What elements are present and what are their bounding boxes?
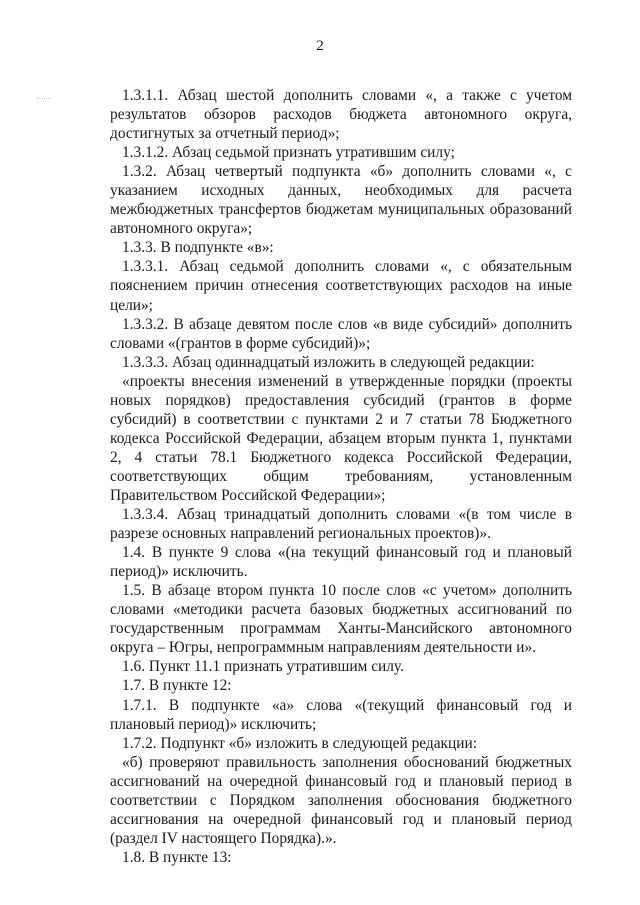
paragraph: 1.3.3.1. Абзац седьмой дополнить словами «, с обязательным пояснением причин отнесения соответствующих расходов на иные цели»;: [110, 258, 572, 314]
paragraph: 1.3.3.3. Абзац одиннадцатый изложить в следующей редакции:: [122, 353, 535, 371]
paragraph: 1.3.3. В подпункте «в»:: [122, 239, 274, 257]
paragraph: 1.8. В пункте 13:: [122, 848, 232, 866]
margin-mark: [37, 98, 51, 99]
paragraph: 1.3.1.2. Абзац седьмой признать утратившим силу;: [122, 144, 455, 162]
paragraph: «б) проверяют правильность заполнения обоснований бюджетных ассигнований на очередной финансовый год и плановый период в соответствии с Порядком заполнения обоснования бюджетного ассигнования на очередной финансовый год и плановый период (раздел IV настоящего Порядка).».: [110, 753, 572, 847]
paragraph: «проекты внесения изменений в утвержденные порядки (проекты новых порядков) предоставления субсидий (грантов в форме субсидий) в соответствии с пунктами 2 и 7 статьи 78 Бюджетного кодекса Российской Федерации, абзацем вторым пункта 1, пунктами 2, 4 статьи 78.1 Бюджетного кодекса Российской Федерации, соответствующих общим требованиям, установленным Правительством Российской Федерации»;: [110, 372, 572, 504]
paragraph: 1.7.1. В подпункте «а» слова «(текущий финансовый год и плановый период)» исключить;: [110, 696, 572, 733]
paragraph: 1.7.2. Подпункт «б» изложить в следующей редакции:: [122, 734, 478, 752]
paragraph: 1.3.3.4. Абзац тринадцатый дополнить словами «(в том числе в разрезе основных направлений региональных проектов)».: [110, 506, 572, 543]
paragraph: 1.6. Пункт 11.1 признать утратившим силу.: [122, 658, 404, 676]
paragraph: 1.7. В пункте 12:: [122, 677, 232, 695]
paragraph: 1.5. В абзаце втором пункта 10 после слов «с учетом» дополнить словами «методики расчета базовых бюджетных ассигнований по государственным программам Ханты-Мансийского автономного округа – Югры, непрограммным направлениям деятельности и».: [110, 582, 572, 657]
page-number: 2: [316, 38, 324, 54]
paragraph: 1.4. В пункте 9 слова «(на текущий финансовый год и плановый период)» исключить.: [110, 544, 572, 581]
paragraph: 1.3.3.2. В абзаце девятом после слов «в виде субсидий» дополнить словами «(грантов в форме субсидий)»;: [110, 315, 572, 352]
paragraph: 1.3.2. Абзац четвертый подпункта «б» дополнить словами «, с указанием исходных данных, необходимых для расчета межбюджетных трансфертов бюджетам муниципальных образований автономного округа»;: [110, 163, 572, 238]
paragraph: 1.3.1.1. Абзац шестой дополнить словами «, а также с учетом результатов обзоров расходов бюджета автономного округа, достигнутых за отчетный период»;: [110, 87, 572, 143]
document-body: [110, 86, 572, 867]
